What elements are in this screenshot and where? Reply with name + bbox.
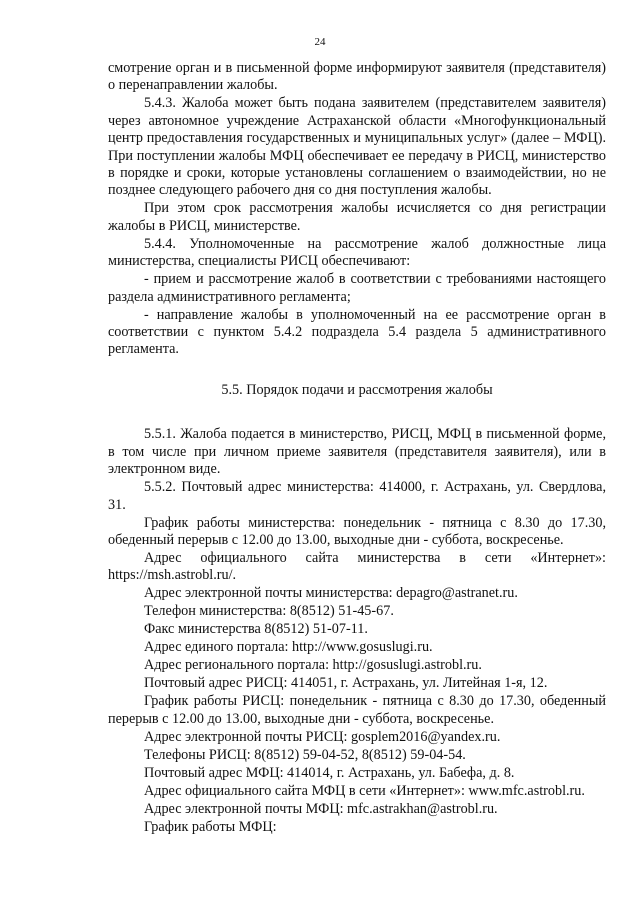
paragraph: График работы МФЦ: <box>144 818 277 835</box>
paragraph: Адрес электронной почты РИСЦ: gosplem2016@yandex.ru. <box>144 728 501 745</box>
paragraph: 5.4.4. Уполномоченные на рассмотрение жалоб должностные лица министерства, специалисты РИСЦ обеспечивают: <box>108 235 606 270</box>
paragraph: Почтовый адрес МФЦ: 414014, г. Астрахань, ул. Бабефа, д. 8. <box>144 764 515 781</box>
paragraph: 5.5.2. Почтовый адрес министерства: 414000, г. Астрахань, ул. Свердлова, 31. <box>108 479 606 513</box>
paragraph: Телефоны РИСЦ: 8(8512) 59-04-52, 8(8512) 59-04-54. <box>144 746 466 763</box>
paragraph: 5.4.3. Жалоба может быть подана заявителем (представителем заявителя) через автономное учреждение Астраханской области «Многофункциональный центр предоставления государственных и муниципальных услуг» (далее – МФЦ). При поступлении жалобы МФЦ обеспечивает ее передачу в РИСЦ, министерство в порядке и сроки, которые установлены соглашением о взаимодействии, но не позднее следующего рабочего дня со дня поступления жалобы. <box>108 95 606 199</box>
document-body <box>108 60 606 837</box>
paragraph: Телефон министерства: 8(8512) 51-45-67. <box>144 603 394 620</box>
paragraph: График работы РИСЦ: понедельник - пятница с 8.30 до 17.30, обеденный перерыв с 12.00 до 13.00, выходные дни - суббота, воскресенье. <box>108 693 606 727</box>
paragraph: Адрес официального сайта МФЦ в сети «Интернет»: www.mfc.astrobl.ru. <box>144 782 585 799</box>
page-number: 24 <box>314 36 326 48</box>
paragraph: График работы министерства: понедельник - пятница с 8.30 до 17.30, обеденный перерыв с 12.00 до 13.00, выходные дни - суббота, воскресенье. <box>108 514 606 548</box>
section-heading: 5.5. Порядок подачи и рассмотрения жалобы <box>221 381 493 398</box>
paragraph: Адрес электронной почты МФЦ: mfc.astrakhan@astrobl.ru. <box>144 800 498 817</box>
paragraph: 5.5.1. Жалоба подается в министерство, РИСЦ, МФЦ в письменной форме, в том числе при личном приеме заявителя (представителя заявителя), или в электронном виде. <box>108 426 606 478</box>
paragraph: Адрес единого портала: http://www.gosuslugi.ru. <box>144 639 433 656</box>
paragraph: Адрес регионального портала: http://gosuslugi.astrobl.ru. <box>144 657 482 674</box>
paragraph: Факс министерства 8(8512) 51-07-11. <box>144 621 368 638</box>
paragraph: - направление жалобы в уполномоченный на ее рассмотрение орган в соответствии с пунктом 5.4.2 подраздела 5.4 раздела 5 административного регламента. <box>108 306 606 358</box>
paragraph: Адрес электронной почты министерства: depagro@astranet.ru. <box>144 585 518 602</box>
paragraph: смотрение орган и в письменной форме информируют заявителя (представителя) о перенаправлении жалобы. <box>108 60 606 94</box>
paragraph: Адрес официального сайта министерства в сети «Интернет»: https://msh.astrobl.ru/. <box>108 549 606 584</box>
paragraph: При этом срок рассмотрения жалобы исчисляется со дня регистрации жалобы в РИСЦ, министерстве. <box>108 200 606 234</box>
paragraph: Почтовый адрес РИСЦ: 414051, г. Астрахань, ул. Литейная 1-я, 12. <box>144 675 548 692</box>
paragraph: - прием и рассмотрение жалоб в соответствии с требованиями настоящего раздела административного регламента; <box>108 271 606 305</box>
